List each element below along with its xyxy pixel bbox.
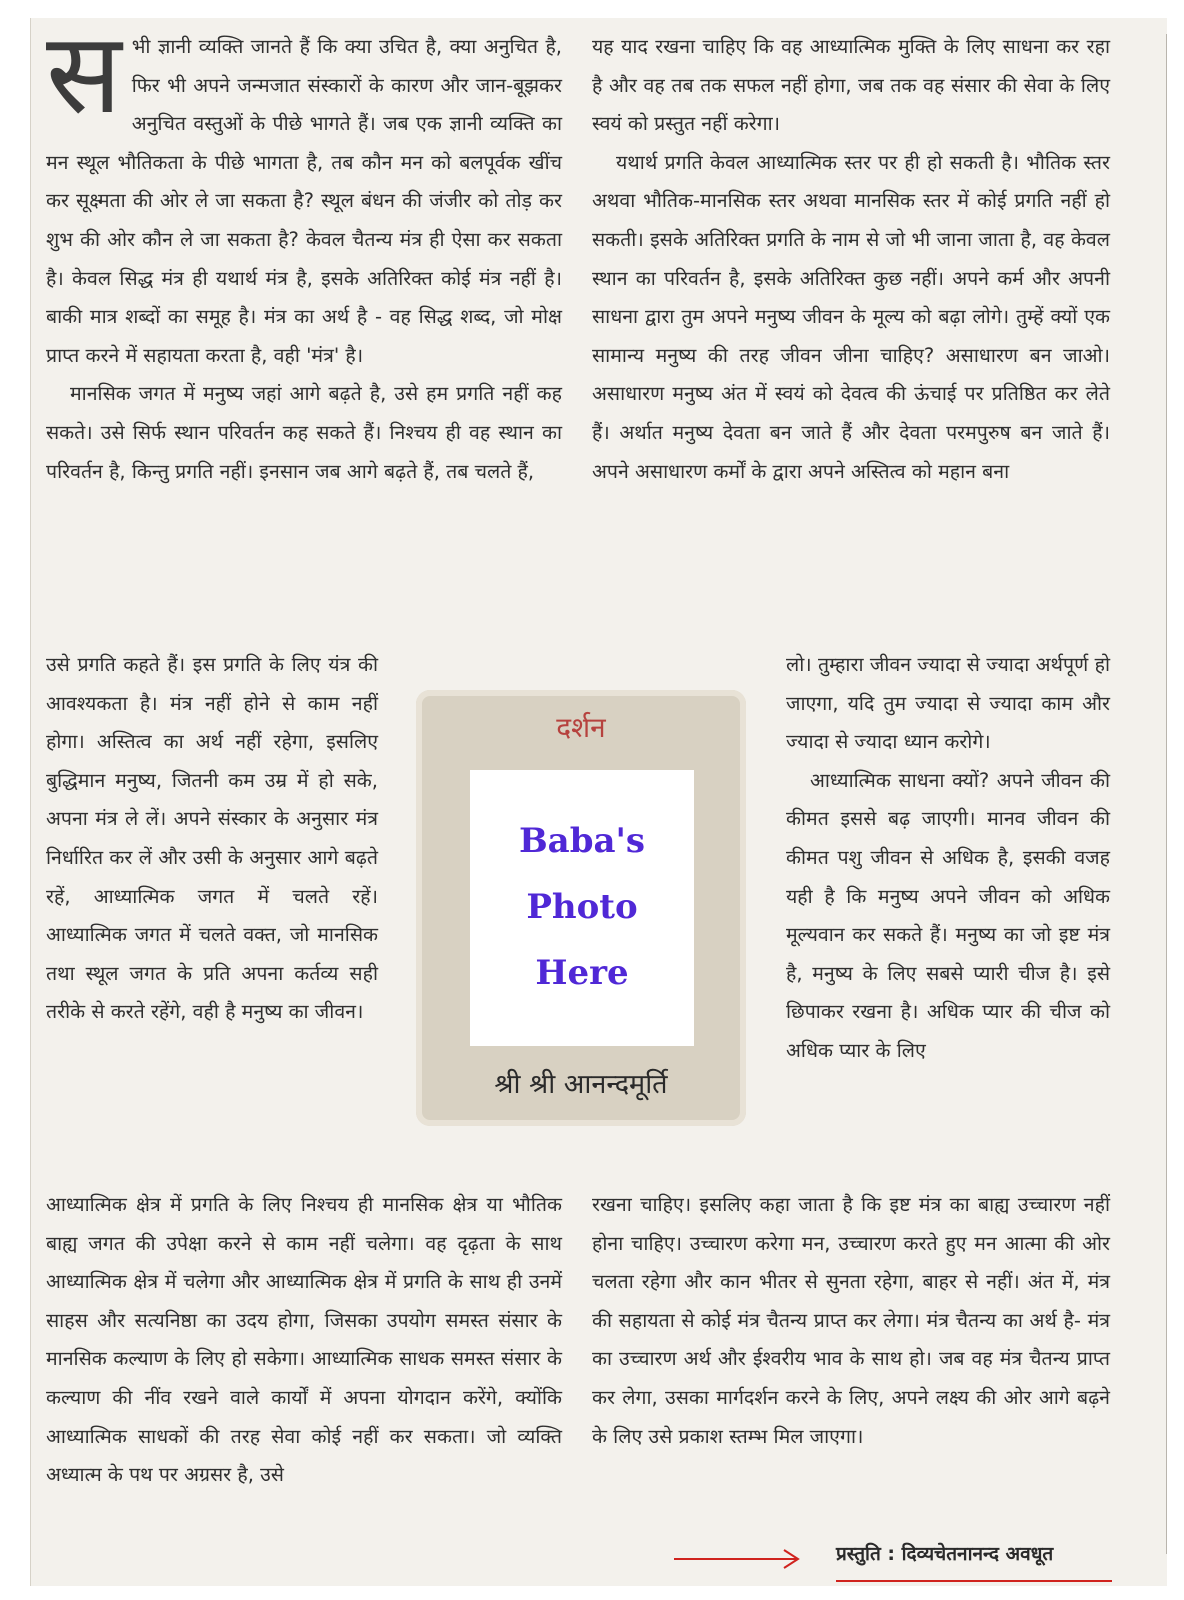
article-left-column-wrap [46,646,378,1184]
article-right-column-top [592,28,1110,644]
article-credit: प्रस्तुति : दिव्यचेतनानन्द अवधूत [836,1543,1054,1565]
paragraph-6: आध्यात्मिक साधना क्यों? अपने जीवन की कीमत इससे बढ़ जाएगी। मानव जीवन की कीमत पशु जीवन से अधिक है, इसकी वजह यही है कि मनुष्य अपने जीवन को अधिक मूल्यवान कर सकते हैं। मनुष्य का जो इष्ट मंत्र है, मनुष्य के लिए सबसे प्यारी चीज है। इसे छिपाकर रखना है। अधिक प्यार की चीज को अधिक प्यार के लिए [786,768,1110,1062]
paragraph-4: यह याद रखना चाहिए कि वह आध्यात्मिक मुक्ति के लिए साधना कर रहा है और वह तब तक सफल नहीं होगा, जब तक वह संसार की सेवा के लिए स्वयं को प्रस्तुत नहीं करेगा। [592,35,1110,136]
article-right-column-wrap [786,646,1110,1184]
arrow-right-icon [672,1548,802,1570]
placeholder-line-1: Baba's [518,821,646,861]
photo-placeholder-text [470,808,694,1006]
paragraph-3: आध्यात्मिक क्षेत्र में प्रगति के लिए निश्चय ही मानसिक क्षेत्र या भौतिक बाह्य जगत की उपेक्षा करने से काम नहीं चलेगा। वह दृढ़ता के साथ आध्यात्मिक क्षेत्र में चलेगा और आध्यात्मिक क्षेत्र में प्रगति के साथ ही उनमें साहस और सत्यनिष्ठा का उदय होगा, जिसका उपयोग समस्त संसार के मानसिक कल्याण के लिए हो सकेगा। आध्यात्मिक साधक समस्त संसार के कल्याण की नींव रखने वाले कार्यों में अपना योगदान करेंगे, क्योंकि आध्यात्मिक साधकों की तरह सेवा कोई नहीं कर सकता। जो व्यक्ति अध्यात्म के पथ पर अग्रसर है, उसे [46,1193,562,1487]
photo-box-title: दर्शन [556,711,606,744]
paragraph-5: यथार्थ प्रगति केवल आध्यात्मिक स्तर पर ही हो सकती है। भौतिक स्तर अथवा भौतिक-मानसिक स्तर अथवा मानसिक स्तर में कोई प्रगति नहीं हो सकती। इसके अतिरिक्त प्रगति के नाम से जो भी जाना जाता है, वह केवल स्थान का परिवर्तन है, इसके अतिरिक्त कुछ नहीं। अपने कर्म और अपनी साधना द्वारा तुम अपने मनुष्य जीवन के मूल्य को बढ़ा लोगे। तुम्हें क्यों एक सामान्य मनुष्य की तरह जीवन जीना चाहिए? असाधारण बन जाओ। असाधारण मनुष्य अंत में स्वयं को देवत्व की ऊंचाई पर प्रतिष्ठित कर लेते हैं। अर्थात मनुष्य देवता बन जाते हैं और देवता परमपुरुष बन जाते हैं। अपने असाधारण कर्मों के द्वारा अपने अस्तित्व को महान बना [592,150,1110,483]
drop-cap: स [46,9,122,139]
page-edge-rule [1166,34,1167,1554]
paragraph-1: भी ज्ञानी व्यक्ति जानते हैं कि क्या उचित है, क्या अनुचित है, फिर भी अपने जन्मजात संस्कारों के कारण और जान-बूझकर अनुचित वस्तुओं के पीछे भागते हैं। जब एक ज्ञानी व्यक्ति का मन स्थूल भौतिकता के पीछे भागता है, तब कौन मन को बलपूर्वक खींच कर सूक्ष्मता की ओर ले जा सकता है? स्थूल बंधन की जंजीर को तोड़ कर शुभ की ओर कौन ले जा सकता है? केवल चैतन्य मंत्र ही ऐसा कर सकता है। केवल सिद्ध मंत्र ही यथार्थ मंत्र है, इसके अतिरिक्त कोई मंत्र नहीं है। बाकी मात्र शब्दों का समूह है। मंत्र का अर्थ है - वह सिद्ध शब्द, जो मोक्ष प्राप्त करने में सहायता करता है, वही 'मंत्र' है। [46,35,562,367]
article-left-column-top [46,9,562,644]
article-right-column-bottom [592,1186,1110,1530]
photo-placeholder [470,770,694,1046]
paragraph-6-cont: रखना चाहिए। इसलिए कहा जाता है कि इष्ट मंत्र का बाह्य उच्चारण नहीं होना चाहिए। उच्चारण करेगा मन, उच्चारण करते हुए मन आत्मा की ओर चलता रहेगा और कान भीतर से सुनता रहेगा, बाहर से नहीं। अंत में, मंत्र की सहायता से कोई मंत्र चैतन्य प्राप्त कर लेगा। मंत्र चैतन्य का अर्थ है- मंत्र का उच्चारण अर्थ और ईश्वरीय भाव के साथ हो। जब वह मंत्र चैतन्य प्राप्त कर लेगा, उसका मार्गदर्शन करने के लिए, अपने लक्ष्य की ओर आगे बढ़ने के लिए उसे प्रकाश स्तम्भ मिल जाएगा। [592,1193,1110,1448]
placeholder-line-2: Photo [526,887,638,927]
article-left-column-bottom [46,1186,562,1576]
photo-caption: श्री श्री आनन्दमूर्ति [494,1069,668,1100]
darshan-photo-box [416,690,746,1126]
paragraph-5-cont: लो। तुम्हारा जीवन ज्यादा से ज्यादा अर्थपूर्ण हो जाएगा, यदि तुम ज्यादा से ज्यादा काम और ज्यादा से ज्यादा ध्यान करोगे। [786,653,1110,754]
paragraph-2: मानसिक जगत में मनुष्य जहां आगे बढ़ते है, उसे हम प्रगति नहीं कह सकते। उसे सिर्फ स्थान परिवर्तन कह सकते हैं। निश्चय ही वह स्थान का परिवर्तन है, किन्तु प्रगति नहीं। इनसान जब आगे बढ़ते हैं, तब चलते हैं, [46,382,562,483]
paragraph-2-cont: उसे प्रगति कहते हैं। इस प्रगति के लिए यंत्र की आवश्यकता है। मंत्र नहीं होने से काम नहीं होगा। अस्तित्व का अर्थ नहीं रहेगा, इसलिए बुद्धिमान मनुष्य, जितनी कम उम्र में हो सके, अपना मंत्र ले लें। अपने संस्कार के अनुसार मंत्र निर्धारित कर लें और उसी के अनुसार आगे बढ़ते रहें, आध्यात्मिक जगत में चलते रहें। आध्यात्मिक जगत में चलते वक्त, जो मानसिक तथा स्थूल जगत के प्रति अपना कर्तव्य सही तरीके से करते रहेंगे, वही है मनुष्य का जीवन। [46,653,378,1024]
placeholder-line-3: Here [535,953,629,993]
credit-underline [836,1580,1112,1582]
